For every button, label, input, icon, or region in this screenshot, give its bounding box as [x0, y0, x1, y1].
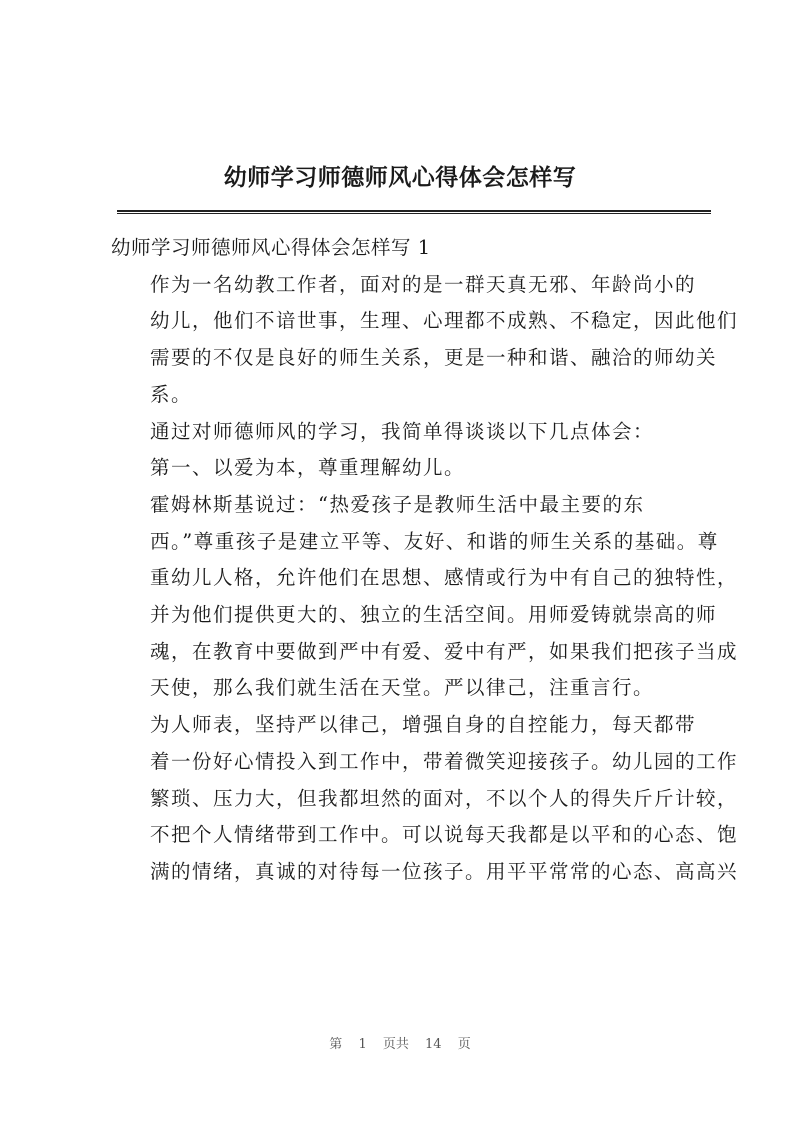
footer-label-page: 第 — [329, 1037, 343, 1052]
paragraph — [111, 487, 739, 707]
text-line: 繁琐、压力大，但我都坦然的面对，不以个人的得失斤斤计较， — [150, 786, 739, 810]
text-line: 霍姆林斯基说过：“热爱孩子是教师生活中最主要的东 — [150, 492, 645, 516]
footer-current-page: 1 — [358, 1037, 367, 1052]
text-line: 为人师表，坚持严以律己，增强自身的自控能力，每天都带 — [150, 713, 697, 737]
text-line: 天使，那么我们就生活在天堂。严以律己，注重言行。 — [150, 676, 655, 700]
page-footer — [0, 1033, 800, 1052]
text-line: 幼儿，他们不谙世事，生理、心理都不成熟、不稳定，因此他们 — [150, 309, 739, 333]
text-line: 重幼儿人格，允许他们在思想、感情或行为中有自己的独特性， — [150, 566, 739, 590]
text-line: 通过对师德师风的学习，我简单得谈谈以下几点体会： — [150, 419, 655, 443]
paragraph — [111, 414, 711, 451]
section-heading — [111, 230, 711, 267]
text-line: 系。 — [150, 382, 193, 406]
footer-total-pages: 14 — [425, 1037, 442, 1052]
title-divider — [117, 210, 711, 214]
text-line: 幼师学习师德师风心得体会怎样写 1 — [111, 236, 431, 259]
text-line: 魂，在教育中要做到严中有爱、爱中有严，如果我们把孩子当成 — [150, 639, 739, 663]
paragraph — [111, 267, 739, 414]
page-title: 幼师学习师德师风心得体会怎样写 — [223, 164, 577, 191]
text-line: 不把个人情绪带到工作中。可以说每天我都是以平和的心态、饱 — [150, 823, 739, 847]
text-line: 第一、以爱为本，尊重理解幼儿。 — [150, 456, 466, 480]
paragraph — [111, 450, 711, 487]
footer-label-of: 页共 — [382, 1037, 409, 1052]
text-line: 需要的不仅是良好的师生关系，更是一种和谐、融洽的师幼关 — [150, 346, 718, 370]
text-line: 西。”尊重孩子是建立平等、友好、和谐的师生关系的基础。尊 — [150, 529, 719, 553]
text-line: 满的情绪，真诚的对待每一位孩子。用平平常常的心态、高高兴 — [150, 859, 739, 883]
text-line: 着一份好心情投入到工作中，带着微笑迎接孩子。幼儿园的工作 — [150, 749, 739, 773]
document-body — [111, 230, 739, 891]
text-line: 作为一名幼教工作者，面对的是一群天真无邪、年龄尚小的 — [150, 272, 697, 296]
text-line: 并为他们提供更大的、独立的生活空间。用师爱铸就崇高的师 — [150, 603, 718, 627]
paragraph — [111, 707, 739, 891]
footer-label-pages: 页 — [457, 1037, 471, 1052]
